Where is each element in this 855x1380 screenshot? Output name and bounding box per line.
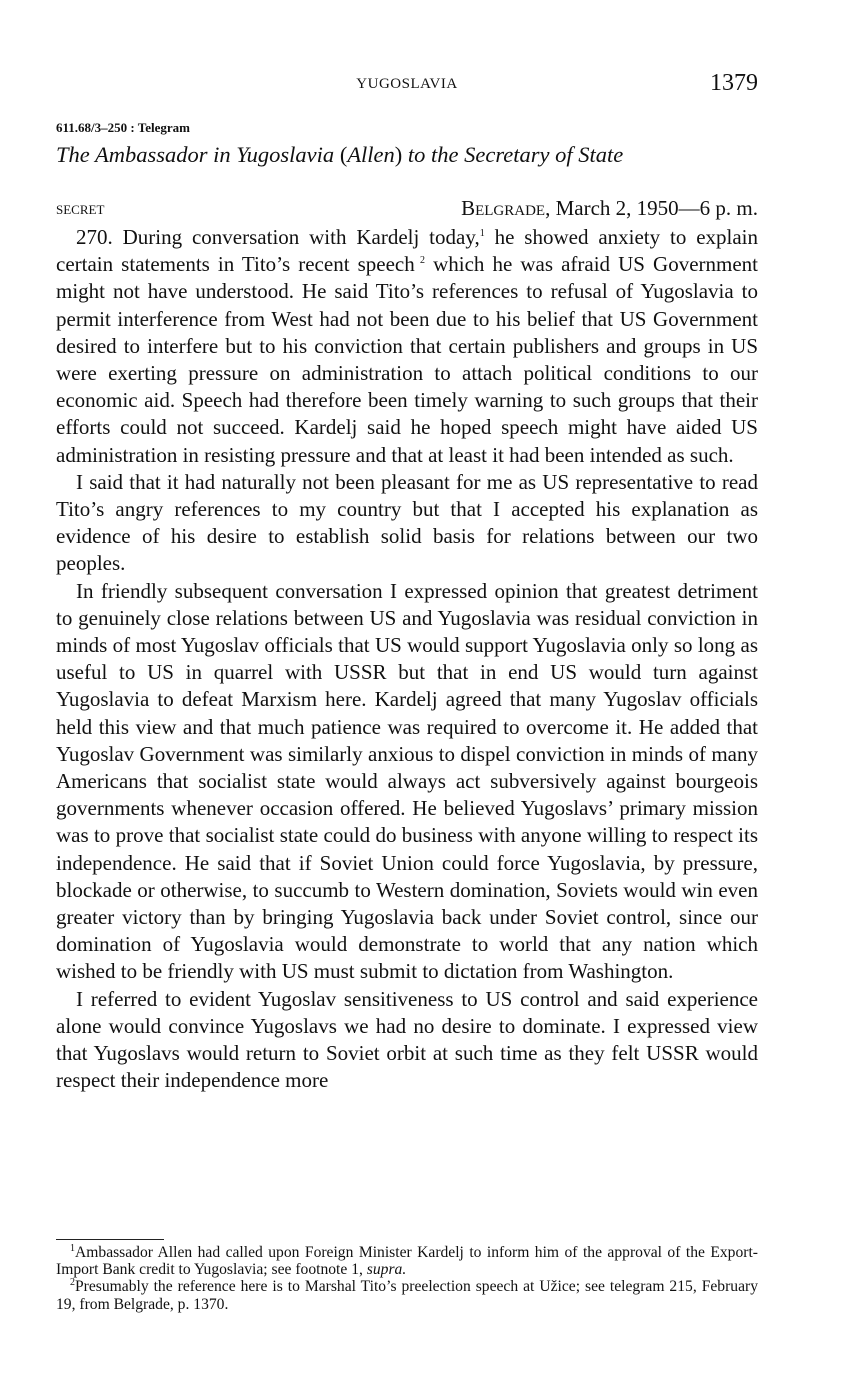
telegram-body	[56, 224, 758, 1095]
dateline	[461, 196, 758, 221]
title-close-paren: )	[394, 142, 403, 167]
footnote-2-text: Presumably the reference here is to Marshal Tito’s preelection speech at Užice; see telegram 215, February 19, from Belgrade, p. 1370.	[56, 1278, 758, 1313]
paragraph-2: I said that it had naturally not been pleasant for me as US representative to read Tito’s angry references to my country but that I accepted his explanation as evidence of his desire to establish solid basis for relations between our two peoples.	[56, 469, 758, 576]
running-title: YUGOSLAVIA	[356, 76, 458, 92]
title-open-paren: (	[339, 142, 348, 167]
paragraph-1-part-b: he showed anxiety to explain certain statements in Tito’s recent speech	[56, 225, 759, 277]
title-part1: The Ambassador in Yugoslavia	[56, 142, 340, 167]
footnote-2	[56, 1278, 758, 1312]
title-name: Allen	[347, 142, 395, 167]
paragraph-1	[56, 224, 758, 469]
paragraph-1-part-a: 270. During conversation with Kardelj today,	[76, 225, 480, 249]
footnote-ref-1: 1	[479, 228, 485, 239]
footnote-1	[56, 1244, 758, 1278]
paragraph-3: In friendly subsequent conversation I expressed opinion that greatest detriment to genuinely close relations between US and Yugoslavia was residual conviction in minds of most Yugoslav officials that US would support Yugoslavia only so long as useful to US in quarrel with USSR but that in end US would turn against Yugoslavia to defeat Marxism here. Kardelj agreed that many Yugoslav officials held this view and that much patience was required to overcome it. He added that Yugoslav Government was similarly anxious to dispel conviction in minds of many Americans that socialist state would always act subversively against bourgeois governments whenever occasion offered. He believed Yugoslavs’ primary mission was to prove that socialist state could do business with anyone willing to respect its independence. He said that if Soviet Union could force Yugoslavia, by pressure, blockade or otherwise, to succumb to Western domination, Soviets would win even greater victory than by bringing Yugoslavia back under Soviet control, since our domination of Yugoslavia would demonstrate to world that any nation which wished to be friendly with US must submit to dictation from Washington.	[56, 578, 758, 984]
footnote-ref-2: 2	[414, 255, 426, 267]
classification-label: SECRET	[56, 202, 105, 217]
file-reference: 611.68/3–250 : Telegram	[56, 120, 190, 135]
footnote-2-marker: 2	[70, 1277, 75, 1289]
footnote-1-supra: supra.	[366, 1261, 407, 1279]
document-title	[56, 142, 758, 168]
footnote-1-marker: 1	[70, 1242, 75, 1254]
dateline-place: Belgrade	[461, 196, 546, 220]
running-head	[56, 70, 758, 100]
paragraph-4: I referred to evident Yugoslav sensitiveness to US control and said experience alone would convince Yugoslavs we had no desire to dominate. I expressed view that Yugoslavs would return to Soviet orbit at such time as they felt USSR would respect their independence more	[56, 986, 758, 1093]
footnote-divider	[56, 1239, 164, 1240]
classification-line	[56, 196, 758, 222]
page-number: 1379	[710, 70, 758, 96]
footnotes	[56, 1244, 758, 1313]
footnote-1-text: Ambassador Allen had called upon Foreign Minister Kardelj to inform him of the approval of the Export-Import Bank credit to Yugoslavia; see footnote 1,	[56, 1244, 758, 1279]
dateline-date: , March 2, 1950—6 p. m.	[545, 196, 758, 220]
paragraph-1-part-c: which he was afraid US Government might not have understood. He said Tito’s references to refusal of Yugoslavia to permit interference from West had not been due to his belief that US Government desired to interfere but to his conviction that certain publishers and groups in US were exerting pressure on administration to attach political conditions to our economic aid. Speech had therefore been timely warning to such groups that their efforts could not succeed. Kardelj said he hoped speech might have aided US administration in resisting pressure and that at least it had been intended as such.	[56, 252, 758, 467]
title-part2: to the Secretary of State	[402, 142, 624, 167]
